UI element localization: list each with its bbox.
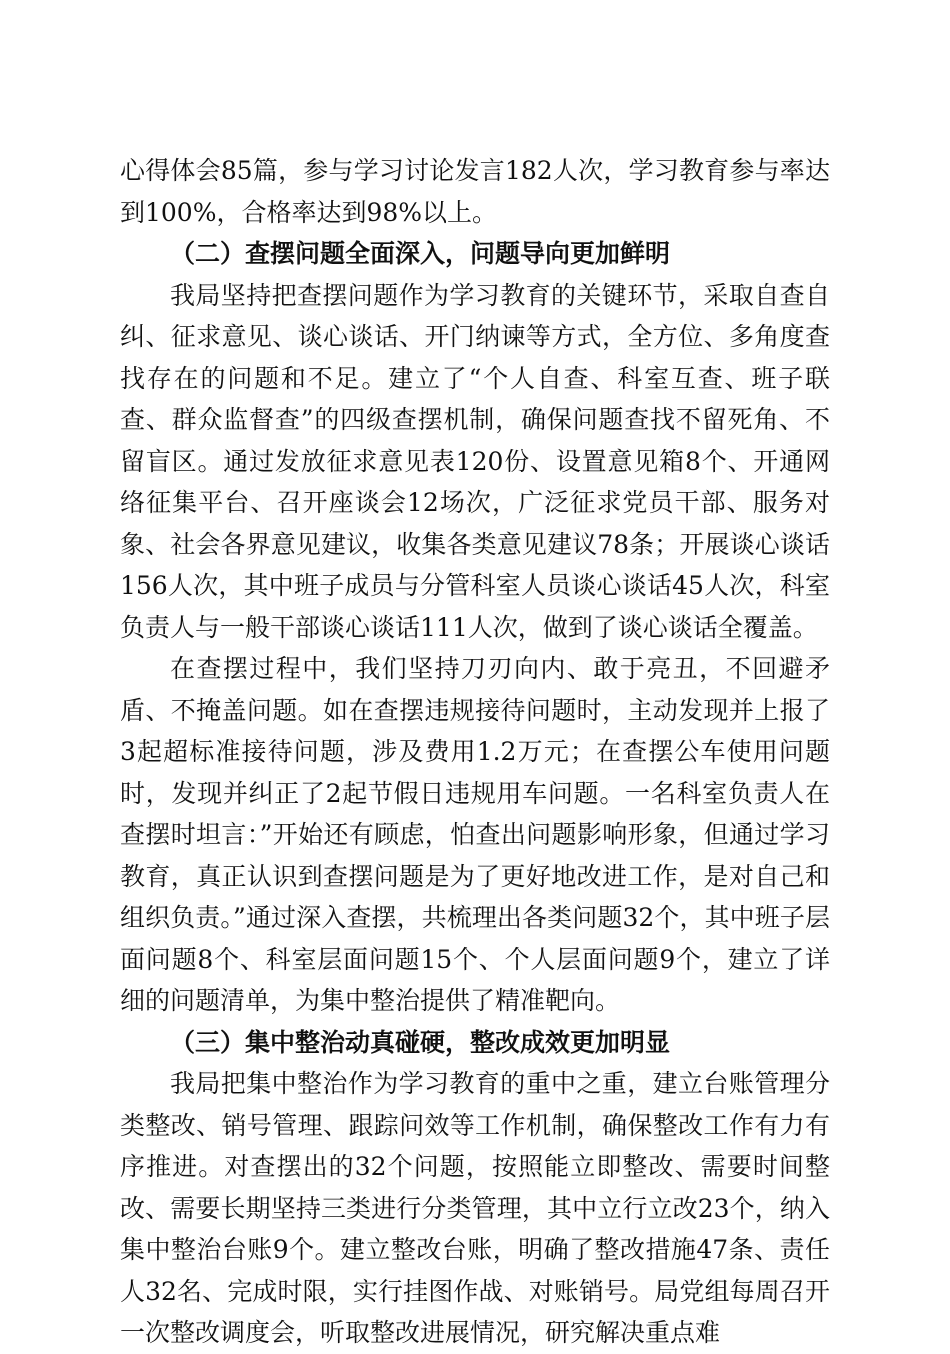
paragraph-body: 在查摆过程中，我们坚持刀刃向内、敢于亮丑，不回避矛盾、不掩盖问题。如在查摆违规接待问题时，主动发现并上报了3起超标准接待问题，涉及费用1.2万元；在查摆公车使用问题时，发现并纠正了2起节假日违规用车问题。一名科室负责人在查摆时坦言：”开始还有顾虑，怕查出问题影响形象，但通过学习教育，真正认识到查摆问题是为了更好地改进工作，是对自己和组织负责。”通过深入查摆，共梳理出各类问题32个，其中班子层面问题8个、科室层面问题15个、个人层面问题9个，建立了详细的问题清单，为集中整治提供了精准靶向。: [120, 654, 830, 1015]
paragraph-body: 我局把集中整治作为学习教育的重中之重，建立台账管理分类整改、销号管理、跟踪问效等工作机制，确保整改工作有力有序推进。对查摆出的32个问题，按照能立即整改、需要时间整改、需要长期坚持三类进行分类管理，其中立行立改23个，纳入集中整治台账9个。建立整改台账，明确了整改措施47条、责任人32名、完成时限，实行挂图作战、对账销号。局党组每周召开一次整改调度会，听取整改进展情况，研究解决重点难: [120, 1069, 830, 1347]
section-heading-3: （三）集中整治动真碰硬，整改成效更加明显: [170, 1027, 671, 1057]
section-heading-2: （二）查摆问题全面深入，问题导向更加鲜明: [170, 239, 671, 268]
paragraph-body: 我局坚持把查摆问题作为学习教育的关键环节，采取自查自纠、征求意见、谈心谈话、开门纳谏等方式，全方位、多角度查找存在的问题和不足。建立了“个人自查、科室互查、班子联查、群众监督查”的四级查摆机制，确保问题查找不留死角、不留盲区。通过发放征求意见表120份、设置意见箱8个、开通网络征集平台、召开座谈会12场次，广泛征求党员干部、服务对象、社会各界意见建议，收集各类意见建议78条；开展谈心谈话156人次，其中班子成员与分管科室人员谈心谈话45人次，科室负责人与一般干部谈心谈话111人次，做到了谈心谈话全覆盖。: [120, 280, 830, 642]
document-body: [120, 150, 830, 1354]
paragraph-continuation: 心得体会85篇，参与学习讨论发言182人次，学习教育参与率达到100%，合格率达到98%以上。: [120, 156, 830, 227]
